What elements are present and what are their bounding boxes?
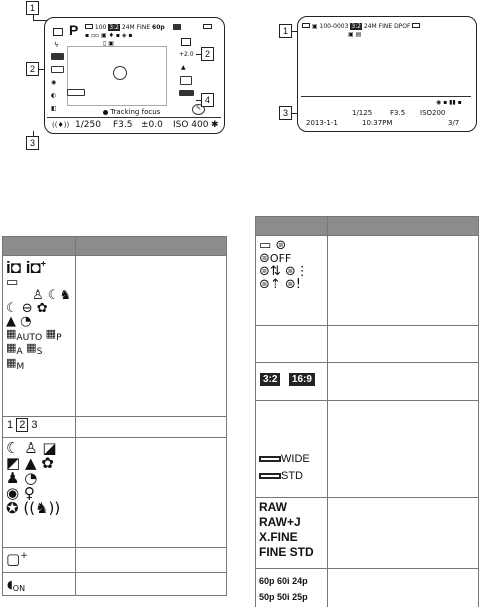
quality-xfine: X.FINE — [259, 530, 298, 544]
step-desc — [76, 417, 227, 438]
play-count: 3/7 — [448, 119, 460, 127]
wifi-transfer-icons: ⊜⇅ ⊜⋮ — [259, 264, 309, 279]
exposure-comp-value: +2.0 — [179, 51, 194, 58]
tracking-dot-icon — [103, 110, 108, 115]
play-time: 10:37PM — [362, 119, 393, 127]
frame-rate-row-1: 60p 60i 24p — [259, 576, 308, 586]
battery-icon — [203, 24, 212, 29]
mode-letter: P — [69, 22, 79, 38]
metering-mode-icon — [181, 38, 191, 46]
blank-cell — [256, 326, 328, 363]
movie-auto-icons: $▦_{AUTO}$ $▦_P$ — [6, 327, 62, 344]
play-date: 2013-1-1 — [306, 119, 338, 127]
portrait-icons: ♙ ☾♞ — [32, 288, 72, 303]
right-header-icon — [256, 217, 328, 236]
quality-fine-std: FINE STD — [259, 545, 314, 559]
play-aperture: F3.5 — [390, 109, 406, 117]
exposure-value: ±0.0 — [141, 120, 163, 130]
panorama-wide-icon: WIDE — [259, 453, 324, 465]
callout-3-right: 3 — [279, 106, 292, 120]
callout-4: 4 — [201, 93, 214, 107]
movie-as-icons: $▦_A$ $▦_S$ — [6, 341, 43, 358]
panorama-std-icon: STD — [259, 470, 324, 482]
iso-value: ISO 400 — [173, 120, 209, 130]
drive-icons-row: ▯ ▣ — [103, 40, 114, 47]
quality-desc — [328, 498, 479, 569]
play-iso: ISO200 — [420, 109, 446, 117]
top-row-left: 100 3:2 24M FINE 60p — [85, 24, 165, 31]
panorama-desc — [328, 401, 479, 498]
on-cell — [3, 573, 76, 596]
drive-mode-icon — [53, 28, 63, 36]
spot-metering-circle — [113, 66, 127, 80]
left-header-desc — [76, 237, 227, 256]
frame-rate-row-2: 50p 50i 25p — [259, 592, 308, 602]
panorama-cell — [256, 401, 328, 498]
steady-shot-icon: ((♦)) — [52, 121, 70, 129]
camera-lcd-left — [44, 17, 225, 134]
hd-icon — [173, 24, 181, 30]
card-wifi-icons: ▭ ⊜ — [259, 238, 287, 253]
quality-raw: RAW — [259, 500, 287, 514]
on-icon: $◖_{ON}$ — [7, 578, 26, 594]
scene-desc — [76, 256, 227, 417]
memory-card-icon — [85, 24, 93, 29]
left-reference-table — [2, 236, 227, 596]
picture-effect-icon — [179, 90, 194, 96]
focus-area-icon — [51, 66, 64, 73]
scene-selection-desc — [76, 438, 227, 548]
plus-frame-desc — [76, 548, 227, 573]
quality-raw-j: RAW+J — [259, 515, 301, 529]
left-header-icon — [3, 237, 76, 256]
plus-frame-cell — [3, 548, 76, 573]
dro-icon: ◧ — [51, 105, 57, 112]
callout-1-left: 1 — [26, 1, 39, 15]
plus-frame-icon: ▢+ — [6, 550, 28, 568]
on-desc — [76, 573, 227, 596]
shutter-speed-value: 1/250 — [75, 120, 101, 130]
landscape-icons: ▲ ◔ — [6, 314, 32, 329]
tracking-focus-label: Tracking focus — [103, 108, 160, 116]
wifi-off-icon: ⊜OFF — [259, 251, 292, 266]
right-header-desc — [328, 217, 479, 236]
intelligent-auto-icon: i◘ i◘+ — [6, 258, 46, 277]
frame-rate-desc — [328, 569, 479, 607]
scene-row-3: ♟ ◔ — [6, 469, 38, 487]
macro-badge — [67, 89, 85, 96]
scene-row-5: ✪ ((♞)) — [6, 499, 61, 517]
night-sport-icons: ☾ ⊖ ✿ — [6, 301, 48, 316]
aspect-cell — [256, 363, 328, 401]
play-shutter: 1/125 — [352, 109, 373, 117]
callout-2-left: 2 — [26, 62, 39, 76]
protect-icons: ▣ ▤ — [348, 31, 362, 38]
playback-top-row: ▣ 100-0003 3:2 24M FINE DPOF — [302, 23, 420, 30]
scene-icons-cell — [3, 256, 76, 417]
scene-row-1: ☾ ♙ ◪ — [6, 439, 57, 457]
sweep-panorama-icon: ▭ — [6, 275, 19, 290]
white-balance-icon: ◐ — [51, 92, 57, 99]
wifi-desc — [328, 236, 479, 326]
wifi-status-icons: ⊜⇡ ⊜! — [259, 277, 302, 292]
camera-lcd-right — [297, 16, 477, 132]
scene-row-2: ◩ ▲ ✿ — [6, 454, 54, 472]
aspect-desc — [328, 363, 479, 401]
quality-cell — [256, 498, 328, 569]
creative-style-icon: ✎ — [192, 104, 205, 115]
callout-1-right: 1 — [279, 24, 292, 38]
frame-rate-cell — [256, 569, 328, 607]
aspect-16-9-icon: 16:9 — [289, 373, 315, 386]
scene-selection-cell — [3, 438, 76, 548]
right-reference-table — [255, 216, 479, 607]
ae-lock-icon: ✱ — [211, 120, 219, 130]
callout-2-right: 2 — [201, 47, 214, 61]
scene-row-4: ◉ ♀ — [6, 484, 35, 502]
aspect-3-2-icon: 3:2 — [260, 373, 280, 386]
callout-3-left: 3 — [26, 136, 39, 150]
wifi-cell — [256, 236, 328, 326]
status-icons-row: ▪ ▫▫ ▣ ♦ ▪ ◈ ▪ — [85, 32, 133, 39]
movie-m-icon: $▦_M$ — [6, 355, 25, 372]
step-numbers-cell: 1 2 3 — [3, 417, 76, 438]
scene-icon: ▲ — [181, 64, 186, 71]
flash-icon: ϟ — [54, 41, 59, 49]
playback-status-icons: ◉ ▪ ▮▮ ▪ — [436, 99, 462, 106]
dro-auto-icon — [180, 76, 192, 85]
af-mode-icon — [51, 53, 64, 60]
metering-icon: ◉ — [51, 79, 57, 86]
aperture-value: F3.5 — [113, 120, 133, 130]
blank-desc — [328, 326, 479, 363]
